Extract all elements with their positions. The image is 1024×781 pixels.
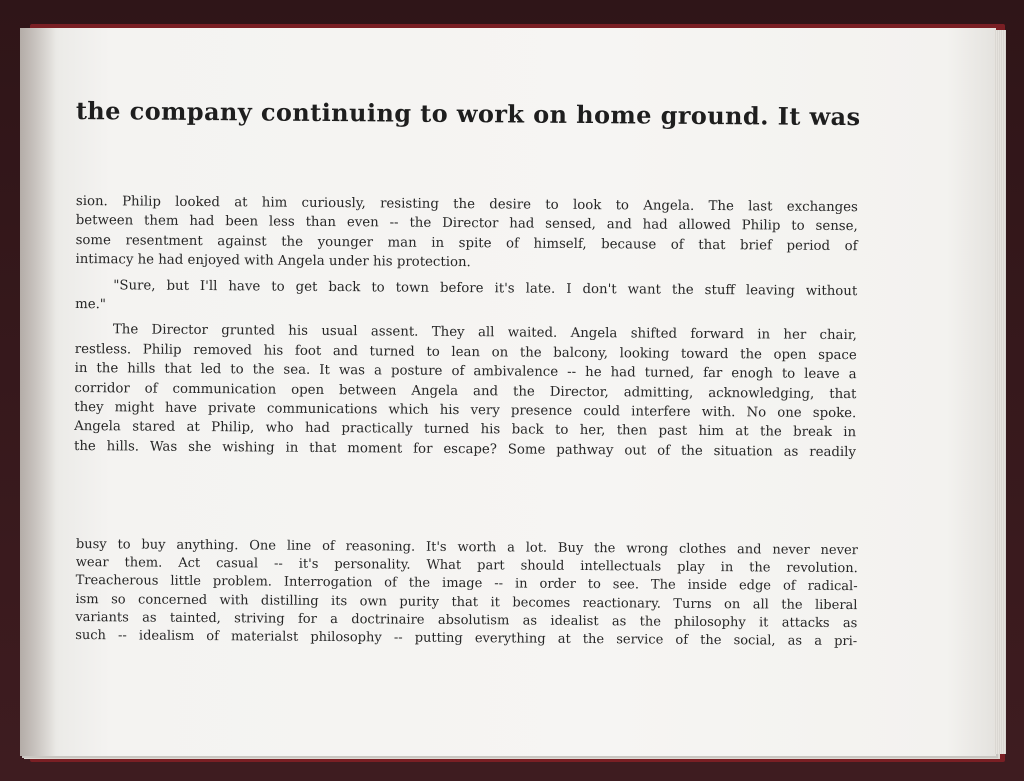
text-line: between them had been less than even -- the Director had sensed, and had allowed Philip to sense, [75, 213, 858, 235]
text-line: restless. Philip removed his foot and turned to lean on the balcony, looking toward the open space [74, 341, 857, 363]
text-section-2 [75, 536, 858, 651]
page-headline: the company continuing to work on home ground. It was [75, 96, 861, 132]
paragraph-3 [74, 320, 857, 462]
text-line: in the hills that led to the sea. It was a posture of ambivalence -- he had turned, far enogh to leave a [74, 361, 857, 383]
text-line: intimacy he had enjoyed with Angela under his protection. [75, 252, 471, 271]
text-section-1 [74, 192, 858, 462]
text-line: ism so concerned with distilling its own purity that it becomes reactionary. Turns on all the liberal [75, 591, 858, 613]
gutter-shadow [20, 28, 56, 756]
page-stack-edge [994, 30, 1006, 754]
text-line: corridor of communication open between Angela and the Director, admitting, acknowledging, that [74, 380, 857, 402]
paragraph-1 [75, 192, 858, 276]
text-line: some resentment against the younger man in spite of himself, because of that brief period of [75, 232, 858, 254]
text-line: wear them. Act casual -- it's personality. What part should intellectuals play in the revolution. [75, 555, 858, 577]
text-line: Angela stared at Philip, who had practically turned his back to her, then past him at the break in [74, 419, 857, 441]
text-line: Treacherous little problem. Interrogation of the image -- in order to see. The inside edge of radical- [75, 573, 858, 595]
text-line: busy to buy anything. One line of reasoning. It's worth a lot. Buy the wrong clothes and never never [75, 536, 858, 559]
text-line: the hills. Was she wishing in that moment for escape? Some pathway out of the situation as readily [73, 438, 857, 461]
text-line: "Sure, but I'll have to get back to town before it's late. I don't want the stuff leaving without [113, 277, 858, 299]
text-line: variants as tainted, striving for a doctrinaire absolutism as idealist as the philosophy it attacks as [75, 609, 858, 631]
text-line: such -- idealism of materialst philosophy -- putting everything at the service of the social, as a pri- [75, 628, 858, 650]
paragraph-2 [75, 276, 857, 321]
text-line: me." [75, 297, 107, 313]
text-line: The Director grunted his usual assent. They all waited. Angela shifted forward in her chair, [112, 322, 857, 344]
text-line: sion. Philip looked at him curiously, resisting the desire to look to Angela. The last exchanges [75, 193, 858, 216]
text-line: they might have private communications which his very presence could interfere with. No one spoke. [74, 400, 857, 422]
